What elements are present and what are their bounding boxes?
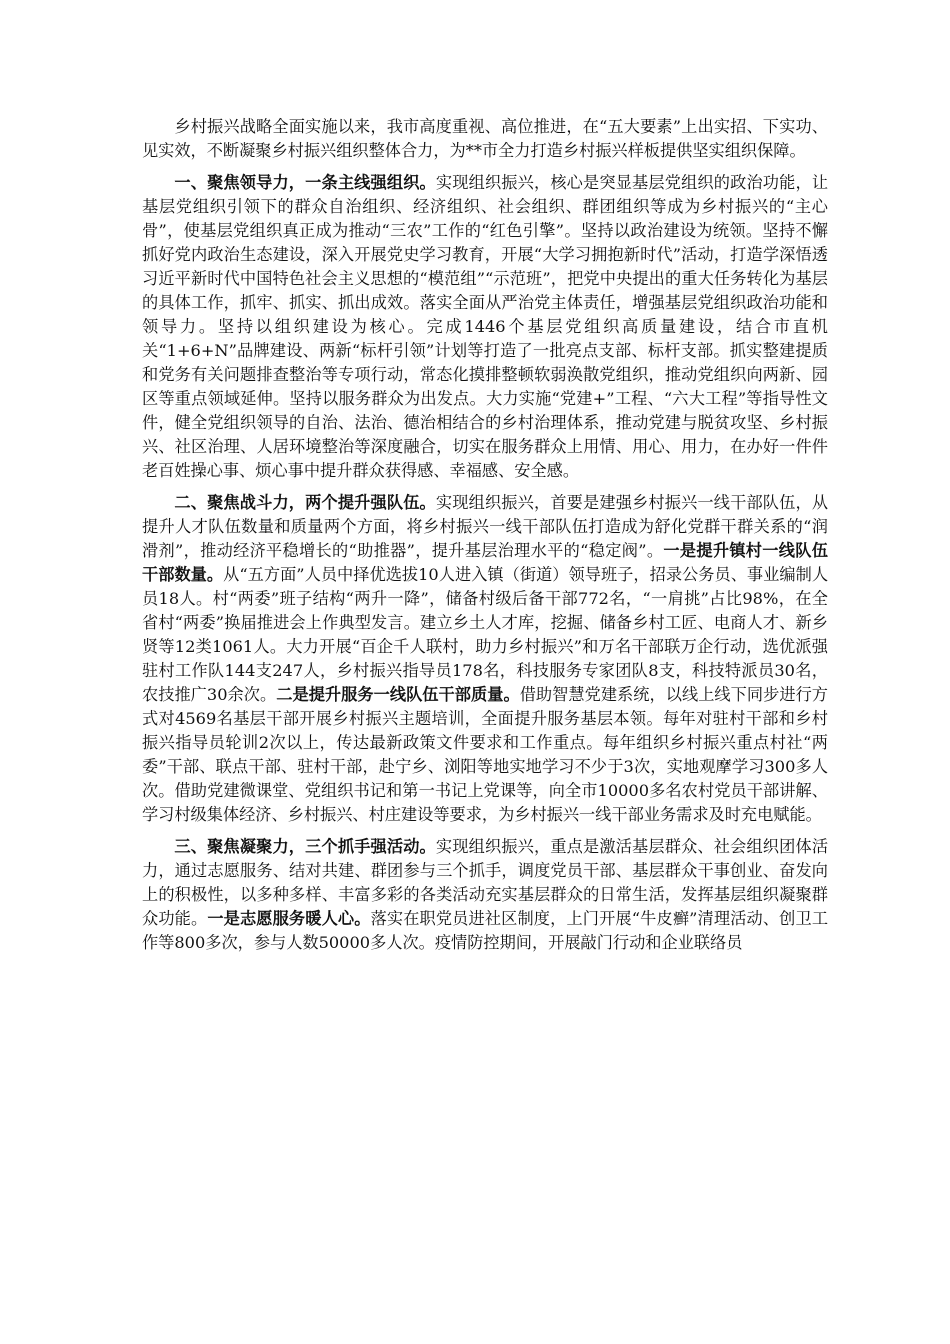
- section-1-heading: 一、聚焦领导力，一条主线强组织。: [174, 173, 436, 192]
- section-3-heading: 三、聚焦凝聚力，三个抓手强活动。: [174, 837, 436, 856]
- document-page: [142, 115, 828, 963]
- section-2-point-1-body: 从“五方面”人员中择优选拔10人进入镇（街道）领导班子，招录公务员、事业编制人员18人。村“两委”班子结构“两升一降”，储备村级后备干部772名，“一肩挑”占比98%，在全省村“两委”换届推进会上作典型发言。建立乡土人才库，挖掘、储备乡村工匠、电商人才、新乡贤等12类1061人。大力开展“百企千人联村，助力乡村振兴”和万名干部联万企行动，选优派强驻村工作队144支247人，乡村振兴指导员178名，科技服务专家团队8支，科技特派员30名，农技推广30余次。: [142, 565, 829, 704]
- section-1-body: 实现组织振兴，核心是突显基层党组织的政治功能，让基层党组织引领下的群众自治组织、经济组织、社会组织、群团组织等成为乡村振兴的“主心骨”，使基层党组织真正成为推动“三农”工作的“红色引擎”。坚持以政治建设为统领。坚持不懈抓好党内政治生态建设，深入开展党史学习教育，开展“大学习拥抱新时代”活动，打造学深悟透习近平新时代中国特色社会主义思想的“模范组”“示范班”，把党中央提出的重大任务转化为基层的具体工作，抓牢、抓实、抓出成效。落实全面从严治党主体责任，增强基层党组织政治功能和领导力。坚持以组织建设为核心。完成1446个基层党组织高质量建设，结合市直机关“1+6+N”品牌建设、两新“标杆引领”计划等打造了一批亮点支部、标杆支部。抓实整建提质和党务有关问题排查整治等专项行动，常态化摸排整顿软弱涣散党组织，推动党组织向两新、园区等重点领域延伸。坚持以服务群众为出发点。大力实施“党建+”工程、“六大工程”等指导性文件，健全党组织领导的自治、法治、德治相结合的乡村治理体系，推动党建与脱贫攻坚、乡村振兴、社区治理、人居环境整治等深度融合，切实在服务群众上用情、用心、用力，在办好一件件老百姓操心事、烦心事中提升群众获得感、幸福感、安全感。: [142, 173, 829, 480]
- section-3-point-1-heading: 一是志愿服务暖人心。: [207, 909, 371, 928]
- intro-paragraph: [142, 115, 828, 163]
- section-3-point-1-body: 落实在职党员进社区制度，上门开展“牛皮癣”清理活动、创卫工作等800多次，参与人数50000多人次。疫情防控期间，开展敲门行动和企业联络员: [142, 909, 829, 952]
- intro-text: 乡村振兴战略全面实施以来，我市高度重视、高位推进，在“五大要素”上出实招、下实功、见实效，不断凝聚乡村振兴组织整体合力，为**市全力打造乡村振兴样板提供坚实组织保障。: [142, 117, 828, 160]
- section-2-point-2-heading: 二是提升服务一线队伍干部质量。: [276, 685, 520, 704]
- section-2-point-1-heading: 一是提升镇村一线队伍干部数量。: [142, 541, 828, 584]
- section-3-body-intro: 实现组织振兴，重点是激活基层群众、社会组织团体活力，通过志愿服务、结对共建、群团参与三个抓手，调度党员干部、基层群众干事创业、奋发向上的积极性，以多种多样、丰富多彩的各类活动充实基层群众的日常生活，发挥基层组织凝聚群众功能。: [142, 837, 829, 928]
- section-1-paragraph: [142, 171, 828, 483]
- section-2-body-intro: 实现组织振兴，首要是建强乡村振兴一线干部队伍，从提升人才队伍数量和质量两个方面，将乡村振兴一线干部队伍打造成为舒化党群干群关系的“润滑剂”，推动经济平稳增长的“助推器”，提升基层治理水平的“稳定阀”。: [142, 493, 829, 560]
- section-3-paragraph: [142, 835, 828, 955]
- section-2-paragraph: [142, 491, 828, 827]
- section-2-heading: 二、聚焦战斗力，两个提升强队伍。: [174, 493, 436, 512]
- section-2-point-2-body: 借助智慧党建系统，以线上线下同步进行方式对4569名基层干部开展乡村振兴主题培训，全面提升服务基层本领。每年对驻村干部和乡村振兴指导员轮训2次以上，传达最新政策文件要求和工作重点。每年组织乡村振兴重点村社“两委”干部、联点干部、驻村干部，赴宁乡、浏阳等地实地学习不少于3次，实地观摩学习300多人次。借助党建微课堂、党组织书记和第一书记上党课等，向全市10000多名农村党员干部讲解、学习村级集体经济、乡村振兴、村庄建设等要求，为乡村振兴一线干部业务需求及时充电赋能。: [142, 685, 828, 824]
